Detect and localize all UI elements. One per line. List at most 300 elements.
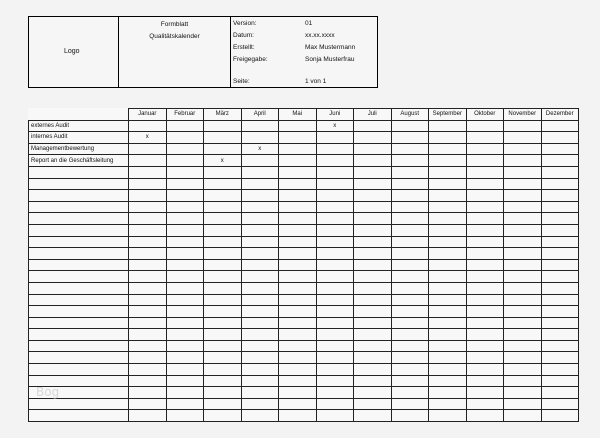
- table-row: [29, 271, 579, 283]
- table-row: [29, 387, 579, 399]
- month-cell: [316, 282, 354, 294]
- month-cell: [166, 387, 204, 399]
- month-cell: [129, 375, 167, 387]
- month-cell: [504, 236, 542, 248]
- row-label: internes Audit: [29, 132, 129, 144]
- logo-box: [29, 17, 119, 87]
- month-cell: [391, 364, 429, 376]
- month-cell: [429, 248, 467, 260]
- table-row: [29, 340, 579, 352]
- month-cell: [354, 155, 392, 167]
- month-header: Februar: [166, 109, 204, 121]
- month-cell: [354, 398, 392, 410]
- month-cell: [279, 364, 317, 376]
- month-cell: [466, 178, 504, 190]
- month-cell: [429, 410, 467, 422]
- month-cell: [204, 282, 242, 294]
- month-cell: [354, 282, 392, 294]
- row-label: [29, 294, 129, 306]
- month-cell: [391, 132, 429, 144]
- month-cell: [504, 398, 542, 410]
- month-cell: [466, 294, 504, 306]
- month-cell: [354, 213, 392, 225]
- month-cell: [429, 352, 467, 364]
- month-cell: [241, 224, 279, 236]
- row-label: [29, 352, 129, 364]
- month-cell: [316, 387, 354, 399]
- month-cell: [504, 352, 542, 364]
- row-label: Report an die Geschäftsleitung: [29, 155, 129, 167]
- month-cell: [541, 143, 579, 155]
- month-cell: [316, 306, 354, 318]
- month-cell: [429, 282, 467, 294]
- created-value: Max Mustermann: [305, 44, 356, 51]
- month-cell: [129, 236, 167, 248]
- month-cell: [541, 155, 579, 167]
- month-cell: [504, 224, 542, 236]
- month-cell: [466, 282, 504, 294]
- month-cell: [241, 259, 279, 271]
- month-cell: [129, 271, 167, 283]
- month-cell: [541, 271, 579, 283]
- month-cell: [429, 306, 467, 318]
- month-cell: [466, 340, 504, 352]
- month-header: Dezember: [541, 109, 579, 121]
- month-cell: [241, 178, 279, 190]
- month-cell: [204, 143, 242, 155]
- month-cell: [279, 166, 317, 178]
- month-cell: [429, 398, 467, 410]
- month-cell: [391, 201, 429, 213]
- month-cell: [241, 294, 279, 306]
- month-cell: [241, 282, 279, 294]
- month-cell: [391, 398, 429, 410]
- calendar-body: [29, 120, 579, 421]
- month-cell: [429, 120, 467, 132]
- approved-value: Sonja Musterfrau: [305, 56, 355, 63]
- month-cell: [166, 178, 204, 190]
- month-cell: [354, 120, 392, 132]
- month-cell: [316, 201, 354, 213]
- month-cell: [204, 120, 242, 132]
- month-cell: [354, 375, 392, 387]
- month-cell: [504, 132, 542, 144]
- month-cell: [466, 120, 504, 132]
- month-cell: [204, 271, 242, 283]
- month-cell: [429, 224, 467, 236]
- month-cell: [429, 155, 467, 167]
- month-cell: [241, 213, 279, 225]
- month-cell: [279, 120, 317, 132]
- month-cell: [129, 282, 167, 294]
- month-cell: [391, 213, 429, 225]
- table-row: [29, 201, 579, 213]
- month-cell: [279, 410, 317, 422]
- month-cell: [504, 120, 542, 132]
- table-row: [29, 213, 579, 225]
- month-cell: [541, 166, 579, 178]
- month-cell: [541, 282, 579, 294]
- month-cell: [316, 410, 354, 422]
- month-cell: [129, 387, 167, 399]
- month-cell: [129, 213, 167, 225]
- month-cell: [204, 178, 242, 190]
- month-cell: [316, 259, 354, 271]
- month-cell: [204, 132, 242, 144]
- month-header: Mai: [279, 109, 317, 121]
- month-cell: [466, 166, 504, 178]
- row-label: [29, 259, 129, 271]
- month-cell: [279, 259, 317, 271]
- row-label: [29, 213, 129, 225]
- month-cell: [316, 329, 354, 341]
- month-cell: [541, 178, 579, 190]
- month-cell: [466, 410, 504, 422]
- month-cell: [466, 155, 504, 167]
- month-cell: [429, 166, 467, 178]
- month-cell: [166, 155, 204, 167]
- month-cell: [166, 224, 204, 236]
- month-cell: x: [316, 120, 354, 132]
- month-cell: [429, 271, 467, 283]
- month-cell: [541, 317, 579, 329]
- month-cell: [466, 387, 504, 399]
- month-cell: [429, 294, 467, 306]
- month-cell: [391, 282, 429, 294]
- month-cell: [241, 329, 279, 341]
- month-cell: [429, 178, 467, 190]
- month-cell: [279, 248, 317, 260]
- month-cell: [241, 271, 279, 283]
- month-cell: [204, 398, 242, 410]
- month-cell: [241, 132, 279, 144]
- month-cell: [316, 155, 354, 167]
- month-cell: [429, 375, 467, 387]
- month-cell: [241, 166, 279, 178]
- table-row: [29, 132, 579, 144]
- month-cell: [316, 224, 354, 236]
- month-cell: [504, 190, 542, 202]
- month-cell: [204, 294, 242, 306]
- month-cell: [354, 387, 392, 399]
- month-cell: [504, 201, 542, 213]
- table-row: [29, 410, 579, 422]
- month-cell: [391, 306, 429, 318]
- month-cell: [166, 271, 204, 283]
- month-cell: [391, 317, 429, 329]
- month-cell: [541, 375, 579, 387]
- month-cell: [354, 294, 392, 306]
- month-cell: [166, 166, 204, 178]
- month-cell: [129, 306, 167, 318]
- month-cell: [504, 410, 542, 422]
- month-cell: [429, 190, 467, 202]
- month-cell: [541, 294, 579, 306]
- month-cell: [504, 387, 542, 399]
- month-cell: [429, 317, 467, 329]
- month-cell: [316, 317, 354, 329]
- month-cell: [429, 143, 467, 155]
- month-cell: [541, 398, 579, 410]
- month-cell: [279, 178, 317, 190]
- month-cell: [241, 317, 279, 329]
- month-cell: [204, 248, 242, 260]
- month-cell: [466, 224, 504, 236]
- month-cell: [541, 329, 579, 341]
- month-cell: [166, 375, 204, 387]
- month-cell: [429, 259, 467, 271]
- month-cell: [204, 329, 242, 341]
- row-label: [29, 271, 129, 283]
- month-cell: [279, 143, 317, 155]
- month-cell: [129, 143, 167, 155]
- month-cell: [391, 166, 429, 178]
- table-row: [29, 143, 579, 155]
- month-cell: [466, 190, 504, 202]
- row-label: [29, 190, 129, 202]
- month-cell: [354, 340, 392, 352]
- month-cell: [241, 236, 279, 248]
- month-cell: [241, 364, 279, 376]
- month-cell: [316, 375, 354, 387]
- table-row: [29, 259, 579, 271]
- month-header: August: [391, 109, 429, 121]
- month-cell: [129, 166, 167, 178]
- month-cell: [204, 224, 242, 236]
- month-cell: [316, 294, 354, 306]
- month-cell: [279, 317, 317, 329]
- month-cell: [429, 340, 467, 352]
- row-label: Managementbewertung: [29, 143, 129, 155]
- month-cell: [391, 329, 429, 341]
- month-cell: [541, 236, 579, 248]
- month-cell: [541, 387, 579, 399]
- month-cell: [391, 248, 429, 260]
- month-cell: [541, 306, 579, 318]
- month-cell: [391, 375, 429, 387]
- month-cell: [391, 236, 429, 248]
- month-cell: [466, 306, 504, 318]
- month-cell: [354, 410, 392, 422]
- month-cell: [466, 271, 504, 283]
- month-cell: [466, 398, 504, 410]
- month-cell: [354, 201, 392, 213]
- month-cell: [166, 236, 204, 248]
- month-cell: [129, 340, 167, 352]
- month-header: Oktober: [466, 109, 504, 121]
- month-cell: [466, 352, 504, 364]
- month-cell: [466, 236, 504, 248]
- month-cell: [504, 282, 542, 294]
- month-cell: [204, 166, 242, 178]
- month-cell: [241, 398, 279, 410]
- month-cell: [166, 410, 204, 422]
- month-cell: [166, 120, 204, 132]
- month-cell: [466, 132, 504, 144]
- month-cell: [354, 143, 392, 155]
- logo-label: Logo: [64, 48, 80, 55]
- month-cell: [504, 364, 542, 376]
- month-cell: [541, 224, 579, 236]
- month-cell: [166, 340, 204, 352]
- form-title-line2: Qualitätskalender: [149, 33, 200, 40]
- month-cell: [166, 317, 204, 329]
- month-cell: [316, 398, 354, 410]
- month-cell: [204, 375, 242, 387]
- month-cell: [204, 340, 242, 352]
- month-cell: [129, 364, 167, 376]
- month-cell: [279, 306, 317, 318]
- month-cell: [316, 352, 354, 364]
- month-cell: [316, 178, 354, 190]
- month-cell: [166, 248, 204, 260]
- month-cell: [429, 213, 467, 225]
- table-row: [29, 282, 579, 294]
- month-cell: x: [204, 155, 242, 167]
- month-cell: [391, 294, 429, 306]
- month-cell: [466, 317, 504, 329]
- month-cell: [204, 201, 242, 213]
- month-cell: [279, 155, 317, 167]
- month-cell: [129, 178, 167, 190]
- row-label: [29, 398, 129, 410]
- table-row: [29, 317, 579, 329]
- month-cell: [429, 132, 467, 144]
- month-cell: [279, 294, 317, 306]
- row-label: [29, 166, 129, 178]
- month-cell: [504, 248, 542, 260]
- month-cell: [204, 213, 242, 225]
- month-cell: [541, 364, 579, 376]
- month-cell: [279, 398, 317, 410]
- month-cell: [204, 352, 242, 364]
- month-cell: [279, 213, 317, 225]
- month-cell: [204, 317, 242, 329]
- approved-label: Freigegabe:: [233, 56, 268, 63]
- month-cell: [429, 329, 467, 341]
- version-value: 01: [305, 20, 313, 27]
- month-cell: [504, 155, 542, 167]
- month-cell: [354, 190, 392, 202]
- month-cell: [391, 190, 429, 202]
- month-cell: [504, 306, 542, 318]
- month-cell: [354, 132, 392, 144]
- month-cell: [429, 236, 467, 248]
- month-header: April: [241, 109, 279, 121]
- month-cell: [541, 340, 579, 352]
- month-header: Juli: [354, 109, 392, 121]
- month-cell: [391, 155, 429, 167]
- page-label: Seite:: [233, 78, 250, 85]
- month-cell: [391, 178, 429, 190]
- month-cell: [316, 364, 354, 376]
- month-cell: [129, 120, 167, 132]
- table-row: [29, 178, 579, 190]
- month-cell: [279, 190, 317, 202]
- form-title: [119, 17, 231, 87]
- table-row: [29, 190, 579, 202]
- month-cell: [504, 294, 542, 306]
- month-cell: [166, 259, 204, 271]
- table-row: [29, 398, 579, 410]
- month-cell: [129, 294, 167, 306]
- month-cell: [204, 306, 242, 318]
- month-cell: [279, 282, 317, 294]
- month-cell: [241, 155, 279, 167]
- month-header-row: [29, 109, 579, 121]
- month-cell: [504, 340, 542, 352]
- month-cell: [316, 190, 354, 202]
- form-info: [231, 17, 377, 87]
- month-cell: [241, 201, 279, 213]
- month-cell: x: [241, 143, 279, 155]
- month-cell: [354, 178, 392, 190]
- month-cell: [429, 364, 467, 376]
- month-cell: [504, 143, 542, 155]
- month-header: November: [504, 109, 542, 121]
- month-cell: [129, 155, 167, 167]
- table-row: [29, 155, 579, 167]
- month-cell: [279, 132, 317, 144]
- month-cell: [541, 248, 579, 260]
- month-cell: [279, 224, 317, 236]
- month-cell: [429, 387, 467, 399]
- month-cell: [504, 375, 542, 387]
- month-cell: [204, 364, 242, 376]
- table-row: [29, 120, 579, 132]
- month-cell: [504, 213, 542, 225]
- month-cell: [391, 143, 429, 155]
- month-cell: [541, 120, 579, 132]
- row-label: [29, 236, 129, 248]
- month-cell: [354, 236, 392, 248]
- quality-calendar-table: [28, 108, 579, 422]
- month-cell: [316, 271, 354, 283]
- month-cell: [129, 317, 167, 329]
- month-cell: [204, 190, 242, 202]
- form-title-line1: Formblatt: [160, 21, 189, 28]
- month-cell: [279, 201, 317, 213]
- month-cell: [354, 352, 392, 364]
- month-cell: [279, 340, 317, 352]
- month-cell: [241, 190, 279, 202]
- month-cell: [541, 213, 579, 225]
- month-cell: [204, 387, 242, 399]
- month-cell: [541, 132, 579, 144]
- month-cell: [541, 201, 579, 213]
- month-cell: [166, 306, 204, 318]
- month-cell: [166, 352, 204, 364]
- month-cell: [466, 248, 504, 260]
- month-header: September: [429, 109, 467, 121]
- month-cell: [316, 143, 354, 155]
- month-cell: [129, 410, 167, 422]
- month-cell: [166, 213, 204, 225]
- month-cell: [391, 352, 429, 364]
- month-cell: [354, 306, 392, 318]
- month-cell: [354, 259, 392, 271]
- month-cell: [541, 190, 579, 202]
- watermark: Bog: [36, 385, 60, 399]
- month-cell: [204, 410, 242, 422]
- month-cell: [354, 271, 392, 283]
- month-cell: [429, 201, 467, 213]
- month-cell: [316, 340, 354, 352]
- month-cell: [466, 364, 504, 376]
- version-label: Version:: [233, 20, 257, 27]
- table-row: [29, 329, 579, 341]
- month-cell: x: [129, 132, 167, 144]
